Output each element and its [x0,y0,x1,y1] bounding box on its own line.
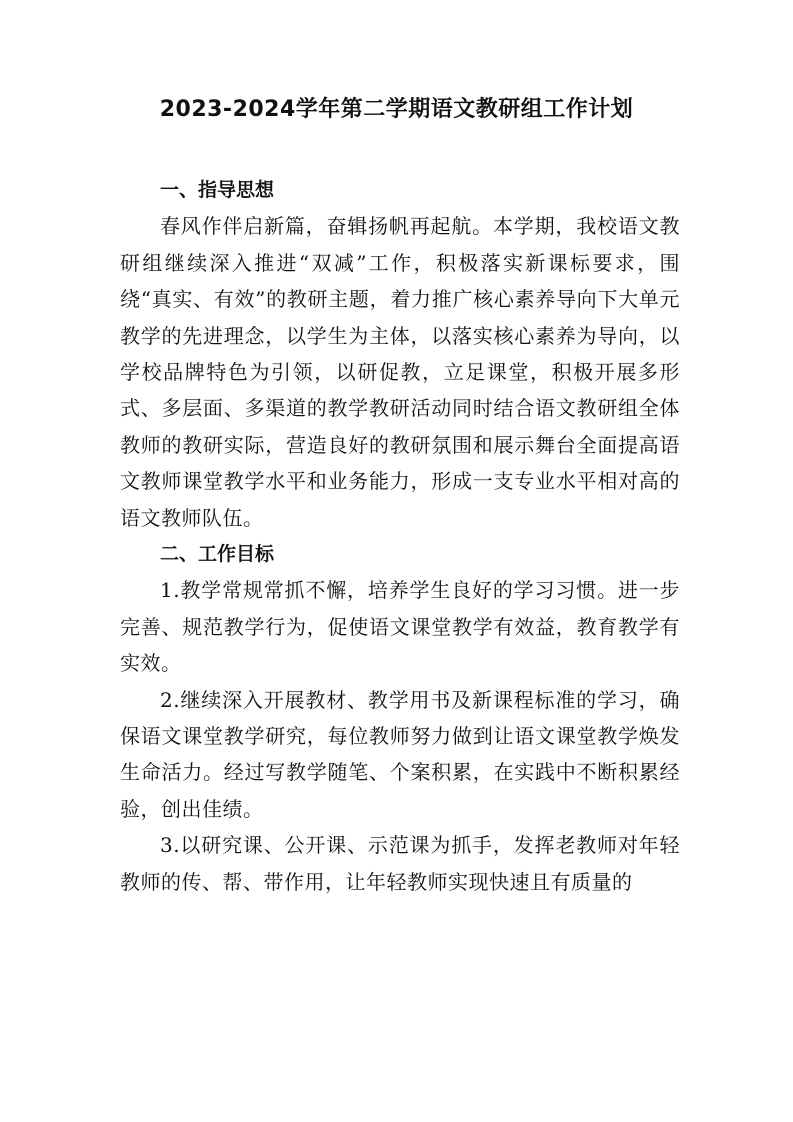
document-body [120,172,680,900]
section-heading-work-goals: 二、工作目标 [160,543,275,566]
paragraph-guiding-ideology: 春风作伴启新篇，奋辑扬帆再起航。本学期，我校语文教研组继续深入推进“双减”工作，积极落实新课标要求，围绕“真实、有效”的教研主题，着力推广核心素养导向下大单元教学的先进理念，以学生为主体，以落实核心素养为导向，以学校品牌特色为引领，以研促教，立足课堂，积极开展多形式、多层面、多渠道的教学教研活动同时结合语文教研组全体教师的教研实际，营造良好的教研氛围和展示舞台全面提高语文教师课堂教学水平和业务能力，形成一支专业水平相对高的语文教师队伍。 [120,214,680,530]
paragraph-goal-3: 3.以研究课、公开课、示范课为抓手，发挥老教师对年轻教师的传、帮、带作用，让年轻教师实现快速且有质量的 [120,833,680,894]
section-heading-guiding-ideology: 一、指导思想 [160,179,275,201]
page-title: 2023-2024学年第二学期语文教研组工作计划 [159,97,634,122]
paragraph-goal-1: 1.教学常规常抓不懈，培养学生良好的学习习惯。进一步完善、规范教学行为，促使语文课堂教学有效益，教育教学有实效。 [120,578,680,676]
paragraph-goal-2: 2.继续深入开展教材、教学用书及新课程标准的学习，确保语文课堂教学研究，每位教师努力做到让语文课堂教学焕发生命活力。经过写教学随笔、个案积累，在实践中不断积累经验，创出佳绩。 [120,687,680,821]
